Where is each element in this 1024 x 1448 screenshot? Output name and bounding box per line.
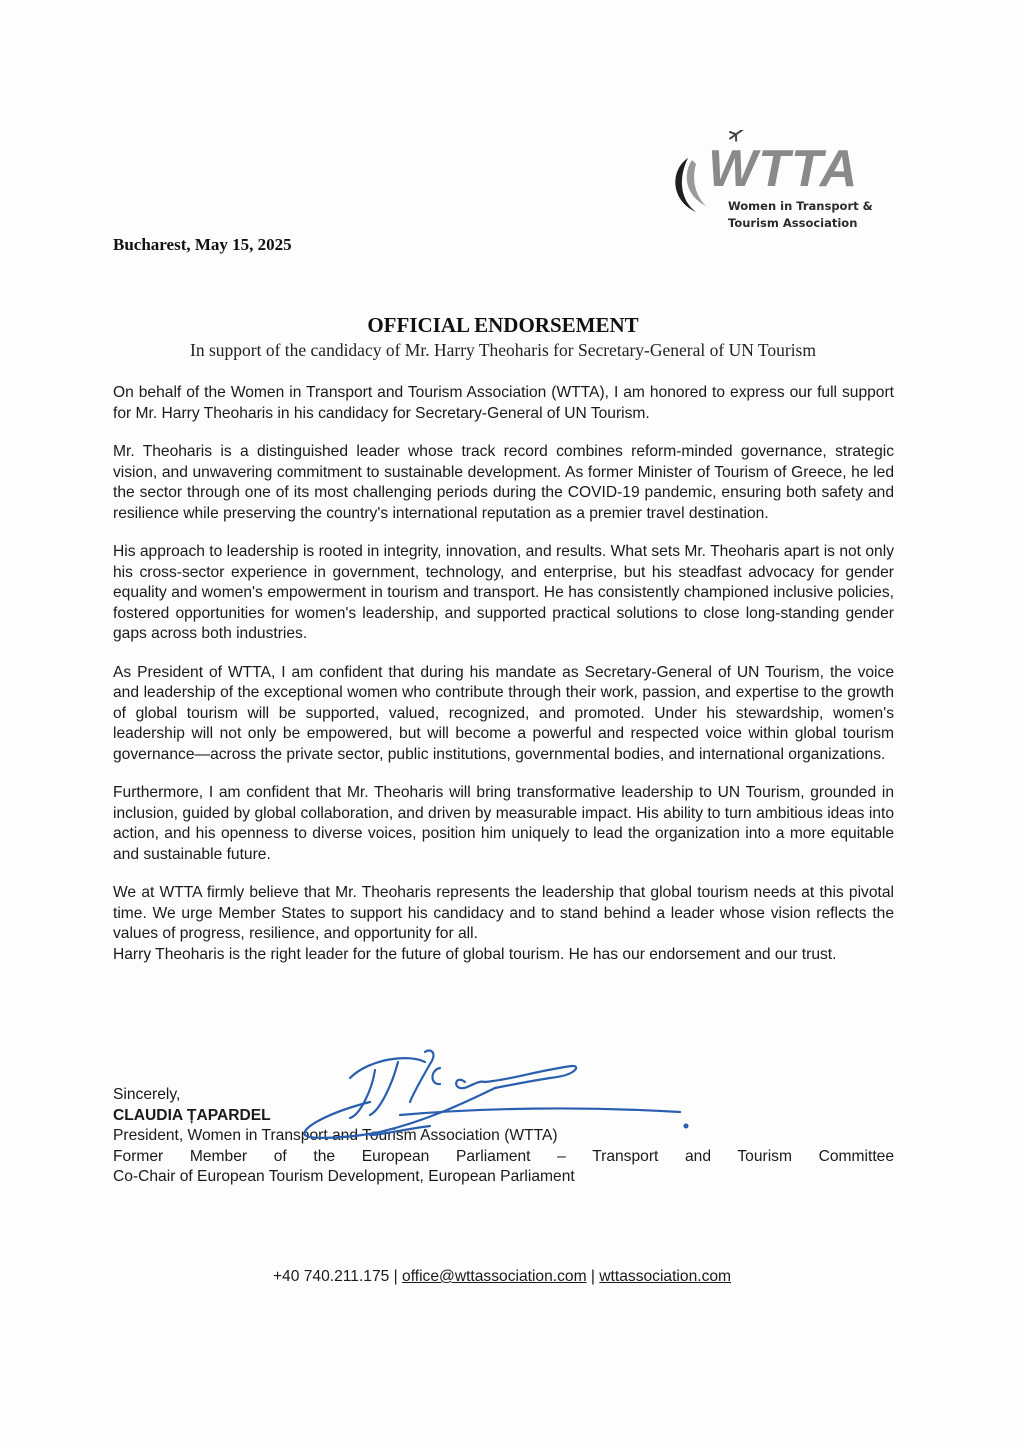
- paragraph-6: We at WTTA firmly believe that Mr. Theoharis represents the leadership that global tourism needs at this pivotal time. We urge Member States to support his candidacy and to stand behind a leader whose vision reflects the values of progress, resilience, and opportunity for all.: [113, 884, 894, 942]
- email-link[interactable]: office@wttassociation.com: [402, 1268, 587, 1285]
- logo-subtitle-line1: Women in Transport &: [728, 199, 873, 213]
- website-link[interactable]: wttassociation.com: [599, 1268, 732, 1285]
- wtta-logo: [666, 130, 896, 235]
- paragraph-1: On behalf of the Women in Transport and Tourism Association (WTTA), I am honored to express our full support for Mr. Harry Theoharis in his candidacy for Secretary-General of UN Tourism.: [113, 384, 894, 422]
- paragraph-2: Mr. Theoharis is a distinguished leader whose track record combines reform-minded governance, strategic vision, and unwavering commitment to sustainable development. As former Minister of Tourism of Greece, he led the sector through one of its most challenging periods during the COVID-19 pandemic, ensuring both safety and resilience while preserving the country's international reputation as a premier travel destination.: [113, 443, 894, 522]
- salutation: Sincerely,: [113, 1086, 181, 1103]
- signer-title-3: Co-Chair of European Tourism Development, European Parliament: [113, 1168, 575, 1185]
- contact-footer: [0, 1268, 1004, 1286]
- letter-subtitle: In support of the candidacy of Mr. Harry Theoharis for Secretary-General of UN Tourism: [190, 340, 816, 360]
- signer-title-1: President, Women in Transport and Tourism Association (WTTA): [113, 1127, 558, 1144]
- logo-wordmark: WTTA: [708, 140, 859, 198]
- letter-body: [113, 383, 894, 965]
- signer-name: CLAUDIA ȚAPARDEL: [113, 1106, 271, 1124]
- logo-subtitle: [728, 198, 873, 232]
- paragraph-5: Furthermore, I am confident that Mr. Theoharis will bring transformative leadership to UN Tourism, grounded in inclusion, guided by global collaboration, and driven by measurable impact. His ability to turn ambitious ideas into action, and his openness to diverse voices, position him uniquely to lead the organization into a more equitable and sustainable future.: [113, 784, 894, 863]
- signature-block: [113, 1085, 894, 1188]
- footer-separator: |: [389, 1268, 403, 1285]
- signer-title-2: Former Member of the European Parliament – Transport and Tourism Committee: [113, 1147, 894, 1165]
- phone-number: +40 740.211.175: [272, 1268, 390, 1285]
- letter-title: OFFICIAL ENDORSEMENT: [367, 313, 639, 337]
- footer-separator: |: [586, 1268, 600, 1285]
- paragraph-7: Harry Theoharis is the right leader for the future of global tourism. He has our endorsement and our trust.: [113, 945, 837, 963]
- place-date: Bucharest, May 15, 2025: [113, 235, 292, 254]
- logo-subtitle-line2: Tourism Association: [728, 216, 858, 230]
- paragraph-3: His approach to leadership is rooted in integrity, innovation, and results. What sets Mr. Theoharis apart is not only his cross-sector experience in government, technology, and enterprise, but his steadfast advocacy for gender equality and women's empowerment in tourism and transport. He has consistently championed inclusive policies, fostered opportunities for women's leadership, and supported practical solutions to close long-standing gender gaps across both industries.: [113, 543, 894, 642]
- paragraph-4: As President of WTTA, I am confident that during his mandate as Secretary-General of UN Tourism, the voice and leadership of the exceptional women who contribute through their work, passion, and expertise to the growth of global tourism will be supported, valued, recognized, and promoted. Under his stewardship, women's leadership will not only be empowered, but will become a powerful and respected voice within global tourism governance—across the private sector, public institutions, governmental bodies, and international organizations.: [113, 663, 894, 763]
